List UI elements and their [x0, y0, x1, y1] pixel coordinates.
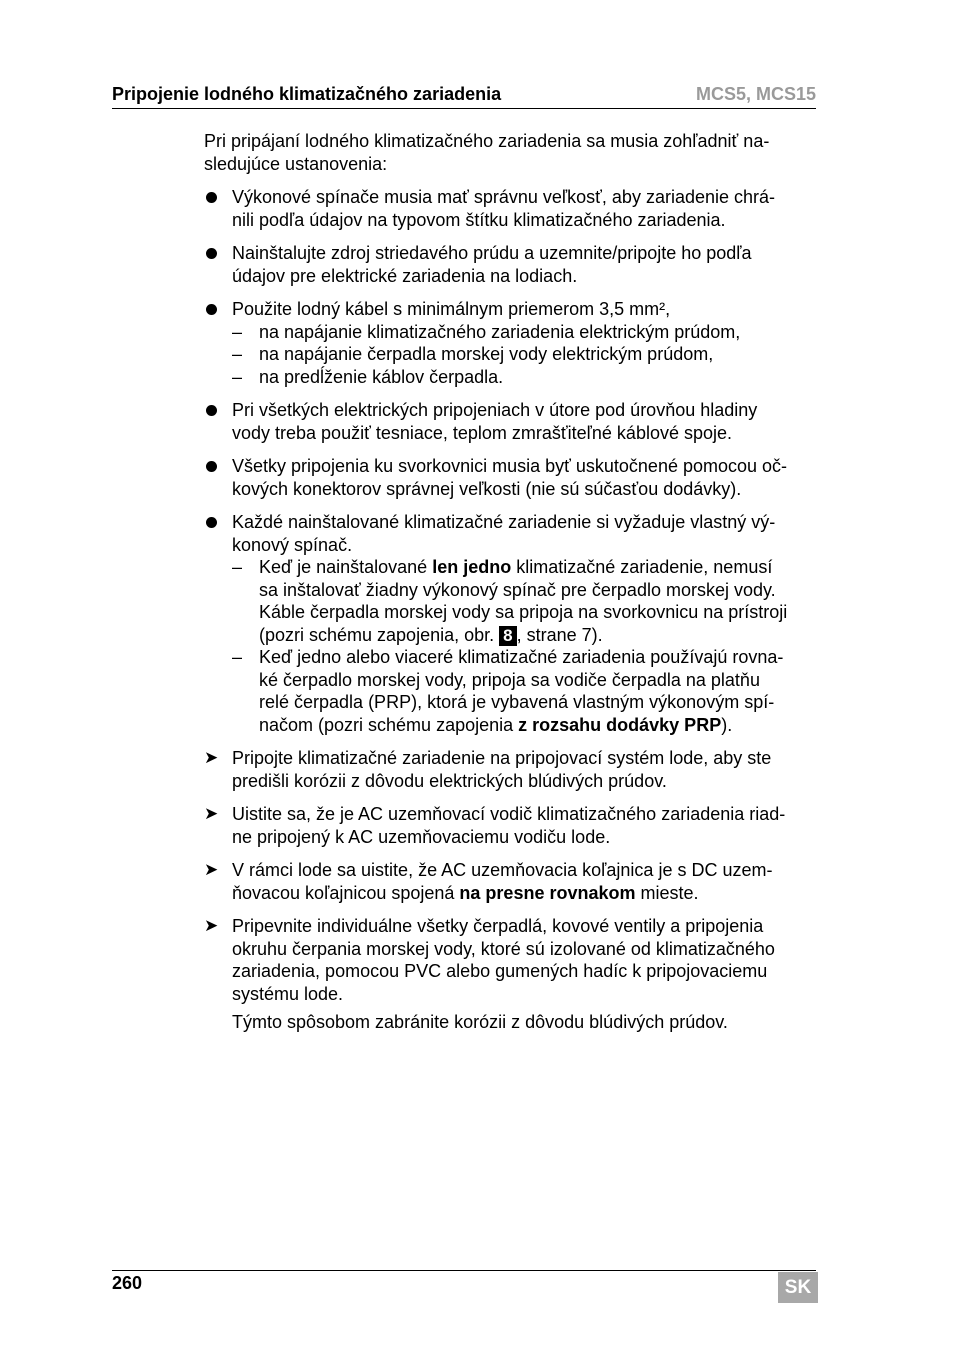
bullet-item: Pri všetkých elektrických pripojeniach v útore pod úrovňou hladiny vody treba použiť tesniace, teplom zmrašťiteľné káblové spoje.: [204, 399, 824, 444]
model-label: MCS5, MCS15: [695, 84, 816, 104]
bullet-dot-icon: [206, 192, 217, 203]
dash-marker: –: [232, 344, 243, 364]
arrow-right-icon: ➤: [204, 860, 219, 879]
dash-marker: –: [232, 321, 243, 342]
bullet-item: Všetky pripojenia ku svorkovnici musia byť uskutočnené pomocou oč- kových konektorov správnej veľkosti (nie sú súčasťou dodávky).: [204, 455, 824, 500]
sub-list-item: – na predĺženie káblov čerpadla.: [232, 366, 504, 387]
figure-reference-badge: 8: [499, 626, 516, 646]
language-badge: SK: [778, 1272, 818, 1303]
dash-marker: –: [232, 557, 243, 577]
arrow-right-icon: ➤: [204, 748, 219, 767]
bullet-dot-icon: [206, 405, 217, 416]
bullet-item: Použite lodný kábel s minimálnym priemerom 3,5 mm², – na napájanie klimatizačného zariadenia elektrickým prúdom, – na napájanie čerpadla morskej vody elektrickým prúdom, – na predĺženie káblov čerpadla.: [204, 298, 824, 388]
instruction-step: ➤ V rámci lode sa uistite, že AC uzemňovacia koľajnica je s DC uzem- ňovacou koľajnicou spojená na presne rovnakom mieste.: [204, 860, 773, 903]
page-footer: [112, 1270, 816, 1298]
bullet-dot-icon: [206, 461, 217, 472]
sub-list-item: – na napájanie čerpadla morskej vody elektrickým prúdom,: [232, 344, 714, 364]
arrow-right-icon: ➤: [204, 804, 219, 823]
section-title: Pripojenie lodného klimatizačného zariadenia: [112, 84, 502, 104]
bullet-item: Výkonové spínače musia mať správnu veľkosť, aby zariadenie chrá- nili podľa údajov na typovom štítku klimatizačného zariadenia.: [204, 186, 824, 231]
dash-marker: –: [232, 366, 243, 387]
page-number: 260: [112, 1273, 143, 1293]
bullet-dot-icon: [206, 517, 217, 528]
instruction-step: ➤ Pripojte klimatizačné zariadenie na pripojovací systém lode, aby ste predišli korózii z dôvodu elektrických blúdivých prúdov.: [204, 748, 772, 791]
page-header: [112, 82, 816, 109]
intro-paragraph: Pri pripájaní lodného klimatizačného zariadenia sa musia zohľadniť na- sledujúce ustanovenia:: [204, 131, 770, 174]
sub-list-item: – na napájanie klimatizačného zariadenia elektrickým prúdom,: [232, 321, 741, 342]
instruction-step: ➤ Uistite sa, že je AC uzemňovací vodič klimatizačného zariadenia riad- ne pripojený k AC uzemňovaciemu vodiču lode.: [204, 804, 786, 847]
result-note: Týmto spôsobom zabránite korózii z dôvodu blúdivých prúdov.: [232, 1012, 728, 1032]
sub-list-item: – Keď je nainštalované len jedno klimatizačné zariadenie, nemusí sa inštalovať žiadny výkonový spínač pre čerpadlo morskej vody. Káble čerpadla morskej vody sa pripoja na svorkovnicu na prístroji (pozri schému zapojenia, obr. 8 , strane 7).: [232, 557, 788, 645]
bullet-item: Nainštalujte zdroj striedavého prúdu a uzemnite/pripojte ho podľa údajov pre elektrické zariadenia na lodiach.: [204, 242, 824, 287]
dash-marker: –: [232, 647, 243, 667]
bullet-item: Každé nainštalované klimatizačné zariadenie si vyžaduje vlastný vý- konový spínač. – Keď je nainštalované len jedno klimatizačné zariadenie, nemusí sa inštalovať žiadny výkonový spínač pre čerpadlo morskej vody. Káble čerpadla morskej vody sa pripoja na svorkovnicu na prístroji (pozri schému zapojenia, obr. 8 , strane 7). – Keď jedno alebo viaceré klimatizačné zariadenia používajú rovna- ké čerpadlo morskej vody, pripoja sa vodiče čerpadla na platňu relé čerpadla (PRP), ktorá je vybavená vlastným výkonovým spí- načom (pozri schému zapojenia z rozsahu dodávky PRP).: [204, 511, 824, 736]
instruction-step: ➤ Pripevnite individuálne všetky čerpadlá, kovové ventily a pripojenia okruhu čerpania morskej vody, ktoré sú izolované od klimatizačného zariadenia, pomocou PVC alebo gumených hadíc k pripojovaciemu systému lode. Týmto spôsobom zabránite korózii z dôvodu blúdivých prúdov.: [204, 915, 824, 1034]
bullet-dot-icon: [206, 248, 217, 259]
bullet-dot-icon: [206, 304, 217, 315]
sub-list-item: – Keď jedno alebo viaceré klimatizačné zariadenia používajú rovna- ké čerpadlo morskej vody, pripoja sa vodiče čerpadla na platňu relé čerpadla (PRP), ktorá je vybavená vlastným výkonovým spí- načom (pozri schému zapojenia z rozsahu dodávky PRP).: [232, 647, 784, 735]
main-content: [204, 130, 824, 1045]
arrow-right-icon: ➤: [204, 916, 219, 935]
